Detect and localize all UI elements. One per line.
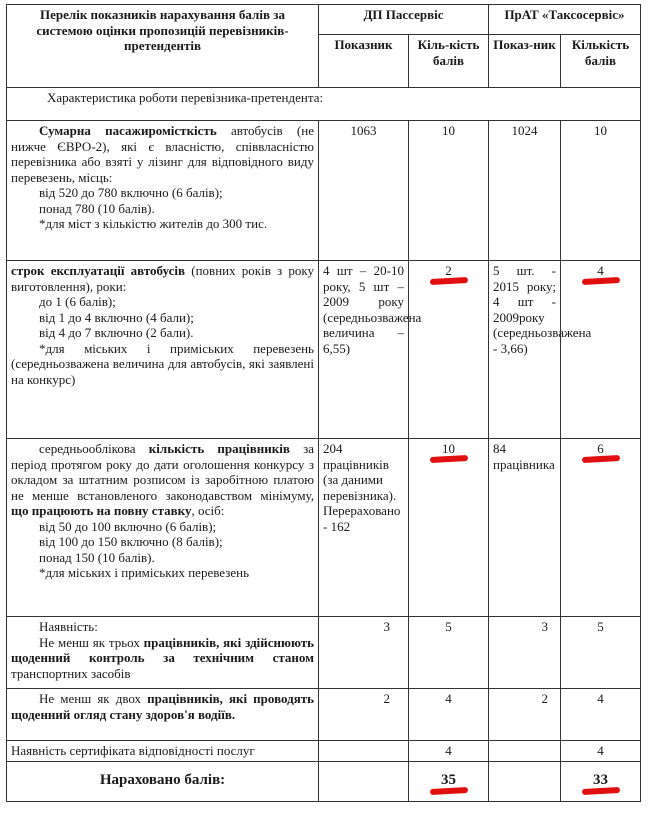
criterion-text: автобусів (не нижче ЄВРО-2), які є власністю, співвласністю перевізника або взяті у лізинг для відповідного виду перевезень, місць: [11,123,314,185]
criterion-cell: Наявність сертифіката відповідності послуг [7,741,319,762]
indicator-value-1: 3 [319,617,409,689]
company1-header: ДП Пассервіс [319,5,489,35]
points-value-2: 5 [561,617,641,689]
points-value-2 [561,439,641,617]
points-value-2: 4 [561,741,641,762]
criterion-pre: Не менш як трьох [39,634,144,650]
criterion-cell [7,689,319,741]
table-row [7,689,641,741]
indicator-value-1: 1063 [319,121,409,261]
points-header-2: Кількість балів [561,35,641,88]
criterion-bold: кількість працівників [148,441,290,456]
criterion-line: понад 780 (10 балів). [39,200,155,216]
criterion-text-2: , осіб: [191,503,225,518]
table-row [7,261,641,439]
criterion-pre: середньооблікова [39,441,149,456]
points-value-2: 4 [561,689,641,741]
criterion-title: Наявність: [39,619,98,634]
highlight-mark: 2 [445,263,452,278]
criterion-cell [7,121,319,261]
total-points-1 [409,761,489,801]
criterion-line: до 1 (6 балів); [39,294,116,309]
criterion-text: (повних років з року виготовлення), роки: [11,263,314,294]
points-value-2: 10 [561,121,641,261]
points-header-1: Кіль-кість балів [409,35,489,88]
indicator-value-1 [319,741,409,762]
indicator-value-1: 4 шт – 20-10 року, 5 шт – 2009 року (середньозважена величина – 6,55) [319,261,409,439]
highlight-mark: 4 [597,263,604,278]
points-value-1: 4 [409,689,489,741]
criterion-bold: працівників, які здійснюють щоденний контроль за технічним станом [11,634,314,665]
criterion-cell [7,439,319,617]
points-value-1: 10 [409,121,489,261]
criterion-text: за період протягом року до дати оголошення конкурсу з окладом за штатним розписом із заробітною платою не менше встановленого законодавством мінімуму, [11,441,314,503]
total-row [7,761,641,801]
total-empty-1 [319,761,409,801]
points-value-1 [409,261,489,439]
table-row [7,741,641,762]
table-row [7,617,641,689]
criteria-header: Перелік показників нарахування балів за системою оцінки пропозицій перевізників-претендентів [7,5,319,88]
indicator-value-1: 204 працівників (за даними перевізника). Перераховано - 162 [319,439,409,617]
criterion-text: транспортних засобів [11,665,131,681]
criterion-line: від 100 до 150 включно (8 балів); [39,534,223,549]
criterion-note: *для міських і приміських перевезень [39,565,250,580]
indicator-value-2: 1024 [489,121,561,261]
highlight-mark: 10 [442,441,455,456]
indicator-value-2: 84 працівника [489,439,561,617]
criterion-bold-2: що працюють на повну ставку [11,503,192,518]
criterion-note: *для міських і приміських перевезень (середньозважена величина для автобусів, які заявлені на конкурс) [11,340,314,387]
company2-header: ПрАТ «Таксосервіс» [489,5,641,35]
criterion-line: понад 150 (10 балів). [39,549,155,565]
points-value-1: 5 [409,617,489,689]
section-row [7,88,641,121]
indicator-value-2: 2 [489,689,561,741]
criterion-line: від 1 до 4 включно (4 бали); [39,309,194,325]
header-row [7,5,641,35]
indicator-value-2: 3 [489,617,561,689]
indicator-header-2: Показ-ник [489,35,561,88]
criterion-cell [7,261,319,439]
criterion-note: *для міст з кількістю жителів до 300 тис. [39,216,268,231]
criterion-line: від 4 до 7 включно (2 бали). [39,325,194,340]
indicator-value-2: 5 шт. - 2015 року; 4 шт - 2009року (середньозважена - 3,66) [489,261,561,439]
table-row [7,439,641,617]
highlight-mark: 6 [597,441,604,456]
criterion-line: від 50 до 100 включно (6 балів); [39,518,217,534]
total-empty-2 [489,761,561,801]
total-points-2 [561,761,641,801]
section-title: Характеристика роботи перевізника-претендента: [7,88,641,121]
indicator-value-1: 2 [319,689,409,741]
points-value-1 [409,439,489,617]
total-label: Нараховано балів: [7,761,319,801]
criterion-line: від 520 до 780 включно (6 балів); [39,185,223,200]
indicator-value-2 [489,741,561,762]
points-value-1: 4 [409,741,489,762]
highlight-mark: 33 [593,772,608,789]
evaluation-table [6,4,641,802]
highlight-mark: 35 [441,772,456,789]
criterion-cell [7,617,319,689]
criterion-pre: Не менш як двох [39,691,148,706]
criterion-bold: строк експлуатації автобусів [11,263,186,278]
indicator-header-1: Показник [319,35,409,88]
table-row [7,121,641,261]
criterion-bold: працівників, які проводять щоденний огляд стану здоров'я водіїв. [11,691,315,722]
points-value-2 [561,261,641,439]
criterion-bold: Сумарна пасажиромісткість [39,123,217,138]
